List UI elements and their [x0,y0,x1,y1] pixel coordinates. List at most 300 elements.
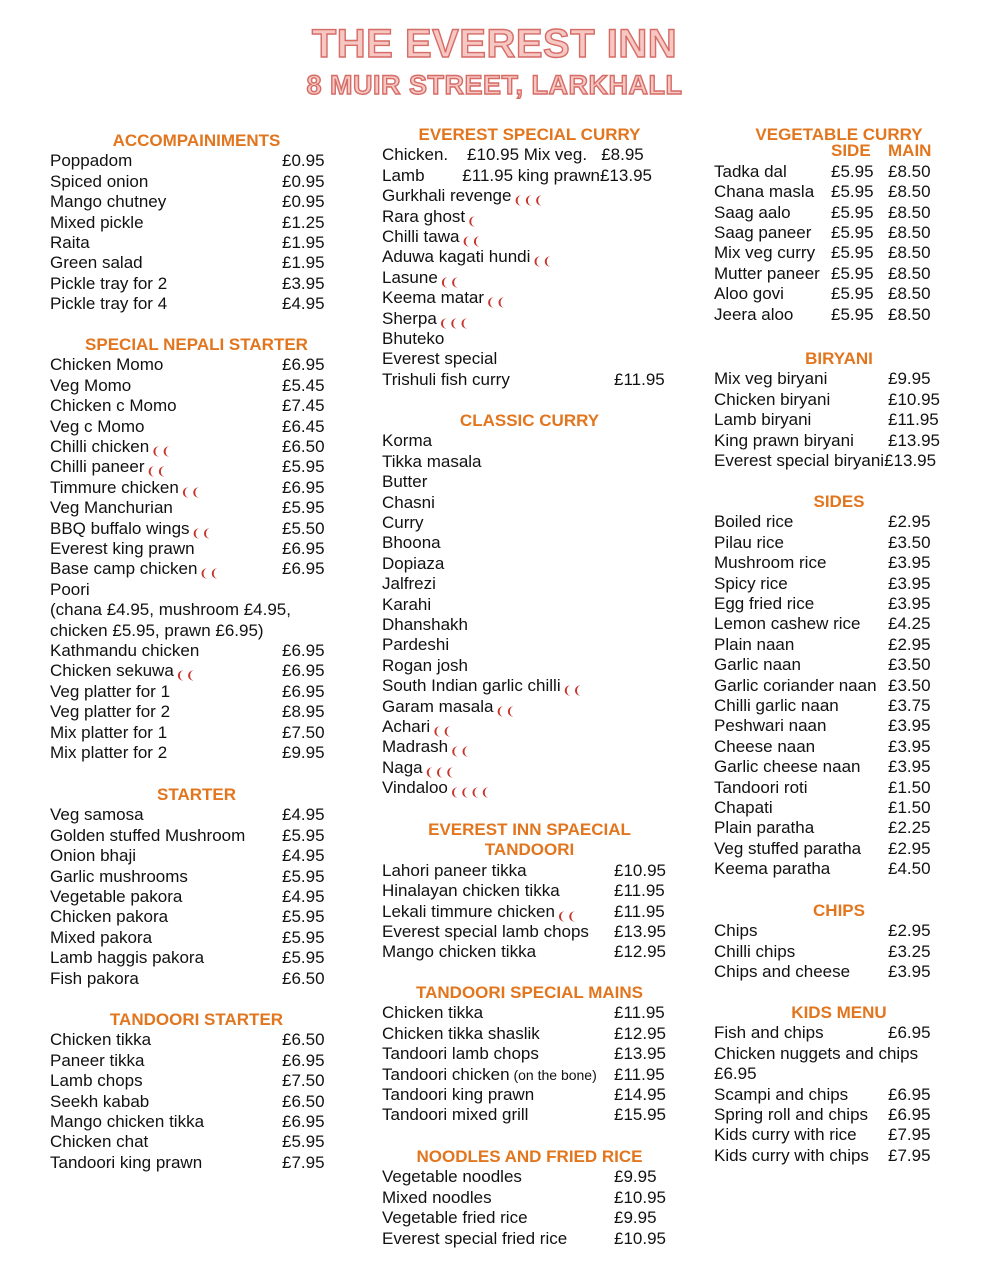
menu-item-name: Tandoori lamb chops [382,1044,539,1064]
menu-item-price: £6.45 [282,416,325,436]
menu-item-name: Chilli garlic naan [714,696,839,715]
menu-item [50,1132,343,1152]
menu-item-price-main: £8.50 [888,161,931,181]
menu-item-price: £6.50 [282,1030,325,1050]
menu-item [714,162,964,182]
menu-item-name: Chips [714,921,758,941]
menu-item-name: chicken £5.95, prawn £6.95) [50,620,264,640]
menu-item-price: £5.95 [282,866,325,886]
menu-item [50,661,343,681]
menu-item-price: £6.50 [282,968,325,988]
menu-item-price: £7.95 [282,1152,325,1172]
section-title: KIDS MENU [791,1003,887,1022]
section-title: TANDOORI SPECIAL MAINS [416,983,643,1002]
menu-item-price: £11.95 [614,1003,665,1023]
menu-item-price: £13.95 [614,922,666,941]
chili-pepper-icon: ❨ ❨ [450,746,469,759]
menu-item [714,223,964,243]
menu-item-name: Naga ❨ ❨ ❨ [382,757,454,779]
menu-item-name: Pickle tray for 2 [50,273,168,293]
menu-item-price: £7.95 [888,1145,931,1165]
menu-item-name: Mango chutney [50,192,167,212]
menu-item-price: £8.95 [282,702,325,722]
menu-item-price: £3.95 [888,594,931,613]
menu-item-price-main: £8.50 [888,182,931,202]
menu-item [50,846,343,866]
menu-item-price: £1.95 [282,253,325,273]
menu-item-price: £11.95 [614,1064,665,1084]
menu-item [50,743,343,763]
menu-item-price: £12.95 [614,1023,666,1043]
menu-item-name: Spicy rice [714,573,788,593]
section-title: STARTER [156,785,236,804]
menu-item-price: £11.95 [888,410,939,430]
chili-pepper-icon: ❨ ❨ [562,685,582,698]
menu-item-name: Chicken pakora [50,907,169,927]
menu-item-price-main: £8.50 [888,202,931,222]
menu-item-name: Garlic mushrooms [50,866,188,886]
menu-item [382,861,677,881]
menu-item [714,1023,964,1043]
menu-item [50,948,343,968]
menu-item-name: Chilli tawa ❨ ❨ [382,227,480,248]
menu-item [714,859,964,879]
menu-item [714,182,964,202]
menu-item [382,615,677,635]
menu-item [50,274,343,294]
menu-item-name: Mutter paneer [714,263,820,283]
menu-item-name: Achari ❨ ❨ [382,717,451,738]
menu-item-name: Veg Momo [50,375,132,395]
menu-item [382,186,677,206]
menu-item-name: Aloo govi [714,284,784,304]
menu-item [382,268,677,288]
menu-item-price: £11.95 [614,369,665,389]
menu-item-name: Poppadom [50,151,133,171]
menu-item-name: Lamb chops [50,1071,143,1091]
menu-item-price: £7.95 [888,1125,931,1145]
menu-item-price: £0.95 [282,171,325,191]
menu-item [382,370,677,390]
menu-item-price: £1.95 [282,233,325,252]
menu-item-name: Garam masala ❨ ❨ [382,696,514,718]
menu-item [382,778,677,798]
menu-item-price: £7.50 [282,722,325,742]
menu-item-price-main: £8.50 [888,284,931,304]
menu-item-name: Chilli paneer ❨ ❨ [50,457,165,479]
menu-item [714,574,964,594]
menu-item-name: Lahori paneer tikka [382,860,527,880]
menu-item-price-main: £8.50 [888,304,931,324]
menu-item-name: Bhoona [382,533,441,553]
menu-item [50,172,343,192]
menu-item-name: Veg Manchurian [50,498,173,518]
column-header-side: SIDE [831,141,871,161]
menu-item-price: £14.95 [614,1085,666,1104]
menu-item-name: Fish pakora [50,968,139,988]
menu-item [714,1044,964,1064]
menu-item-name: Chicken nuggets and chips [714,1043,919,1063]
menu-item-name: Tandoori roti [714,777,808,797]
menu-item-name: Lamb haggis pakora [50,948,205,968]
chili-pepper-icon: ❨ ❨ [175,670,195,683]
chili-pepper-icon: ❨ ❨ [180,486,200,499]
menu-item-price-main: £8.50 [888,223,931,242]
menu-item-name: Chilli chicken ❨ ❨ [50,437,170,458]
menu-item [382,513,677,533]
menu-item-name: Vindaloo ❨ ❨ ❨ ❨ [382,778,489,800]
menu-item-name: Chicken Momo [50,355,164,375]
menu-item-price: £2.95 [888,634,931,654]
menu-item [382,431,677,451]
menu-item-name: Lekali timmure chicken ❨ ❨ [382,901,576,923]
menu-item-name: Spring roll and chips [714,1105,869,1124]
menu-item-name: Saag paneer [714,223,812,242]
menu-item-name: Tadka dal [714,161,787,181]
menu-item-name: Mix platter for 2 [50,743,168,762]
menu-item [382,554,677,574]
menu-item-name: Garlic coriander naan [714,675,877,695]
menu-item-price: £9.95 [614,1167,657,1187]
menu-item [50,1112,343,1132]
menu-item [382,635,677,655]
menu-item [714,778,964,798]
menu-item-price: £4.95 [282,846,325,866]
menu-item-price: £6.95 [888,1023,931,1043]
menu-item [714,635,964,655]
menu-item-name: Tandoori mixed grill [382,1105,529,1125]
menu-item [382,1105,677,1125]
menu-item-name: Veg samosa [50,805,144,825]
menu-item-name: Chips and cheese [714,962,851,982]
menu-item-name: Gurkhali revenge ❨ ❨ ❨ [382,186,543,208]
menu-item [714,451,964,471]
menu-item-name: Mixed pakora [50,927,153,947]
menu-item [50,457,343,477]
menu-item [714,818,964,838]
menu-item-name: Veg platter for 1 [50,681,171,701]
menu-item-name: Mixed noodles [382,1187,492,1207]
menu-item-name: Cheese naan [714,736,816,756]
section-title: SPECIAL NEPALI STARTER [85,335,308,354]
menu-item [50,1051,343,1071]
chili-pepper-icon: ❨ ❨ [439,276,459,289]
menu-item-price: £5.95 [831,223,874,242]
section-title: VEGETABLE CURRY [755,125,923,144]
menu-item-name: Veg stuffed paratha [714,838,862,858]
menu-item-name: Plain paratha [714,818,815,838]
section-title: EVEREST INN SPAECIAL TANDOORI [428,820,631,860]
menu-item [382,472,677,492]
menu-item-name: Pilau rice [714,532,784,552]
menu-item-price: £9.95 [888,369,931,389]
menu-item-name: Chicken. £10.95 Mix veg. £8.95 [382,145,644,165]
menu-item [382,227,677,247]
menu-item-price: £4.95 [282,887,325,906]
menu-item [382,1167,677,1187]
menu-item [714,798,964,818]
menu-item-name: Kids curry with chips [714,1145,869,1165]
menu-item-price: £3.95 [282,273,325,293]
menu-item [50,1092,343,1112]
chili-pepper-icon: ❨ ❨ [486,297,505,310]
menu-item-name: Pickle tray for 4 [50,294,168,314]
chili-pepper-icon: ❨ ❨ [495,705,514,718]
menu-item [382,533,677,553]
chili-pepper-icon: ❨ ❨ [432,726,451,738]
menu-item-name: Poori [50,579,90,599]
menu-item-name: Mushroom rice [714,553,827,573]
menu-item-price: £5.45 [282,375,325,395]
menu-item-price: £5.95 [831,284,874,304]
menu-item [714,614,964,634]
menu-item [382,1188,677,1208]
menu-item-price: £5.95 [831,304,874,324]
menu-item-name: Seekh kabab [50,1091,150,1111]
section-title: CLASSIC CURRY [459,411,600,430]
menu-item-name: Everest special [382,349,498,369]
menu-item-price: £5.95 [282,498,325,518]
menu-item-name: Fish and chips [714,1023,824,1043]
menu-item [382,166,677,186]
menu-item-price: £6.95 [282,1050,325,1070]
menu-item [50,580,343,600]
chili-pepper-icon: ❨ ❨ [191,527,211,540]
menu-item-name: Hinalayan chicken tikka [382,881,560,901]
menu-item-name: Saag aalo [714,202,791,222]
menu-item-name: Aduwa kagati hundi ❨ ❨ [382,247,551,269]
section-title: SIDES [813,492,865,511]
menu-item-name: Chana masla [714,182,815,202]
menu-item [50,376,343,396]
menu-item [50,805,343,825]
menu-item [382,942,677,962]
menu-item-price: £5.50 [282,518,325,538]
menu-item-price: £6.95 [282,641,325,660]
menu-item-price: £6.95 [282,477,325,497]
menu-item [714,369,964,389]
menu-item-name: Mixed pickle [50,212,144,232]
chili-pepper-icon: ❨ ❨ [532,256,551,269]
menu-item-name: Mango chicken tikka [50,1112,205,1131]
menu-item-name: Golden stuffed Mushroom [50,825,246,845]
chili-pepper-icon: ❨ ❨ [146,466,165,479]
menu-item-price: £6.95 [888,1105,931,1124]
menu-item [714,553,964,573]
menu-item-name: Raita [50,233,90,252]
menu-item-price: £1.50 [888,777,931,797]
menu-item [50,907,343,927]
chili-pepper-icon: ❨ ❨ [199,568,218,581]
menu-item-name: Tandoori king prawn [382,1085,535,1104]
menu-item-name: Egg fried rice [714,594,815,613]
menu-item-price: £6.95 [282,661,325,681]
menu-item-price: £10.95 [614,860,666,880]
section-title: CHIPS [813,901,865,920]
menu-item [50,600,343,620]
section-title: BIRYANI [805,349,873,368]
menu-item [50,1071,343,1091]
menu-item-name: Trishuli fish curry [382,369,510,389]
menu-item-price: £5.95 [282,907,325,927]
chili-pepper-icon: ❨ ❨ [556,910,576,923]
menu-item [382,1065,677,1085]
menu-item-name: Rogan josh [382,655,469,675]
menu-item [50,826,343,846]
menu-item-name: Tandoori chicken (on the bone) [382,1064,597,1084]
menu-item-price: £12.95 [614,942,666,962]
menu-item-name: Everest special biryani£13.95 [714,451,937,470]
menu-item-price: £3.50 [888,532,931,552]
menu-item [382,349,677,369]
menu-item [714,390,964,410]
column-header-main: MAIN [888,141,932,161]
menu-item [382,737,677,757]
menu-item-name: Dhanshakh [382,615,469,634]
menu-item [714,1085,964,1105]
menu-item-price: £5.95 [831,263,874,283]
menu-item [382,145,677,165]
menu-item-name: Mix platter for 1 [50,722,168,742]
restaurant-address: 8 MUIR STREET, LARKHALL [306,70,683,100]
restaurant-name: THE EVEREST INN [311,22,678,66]
menu-item-price: £3.25 [888,941,931,961]
menu-item [714,305,964,325]
menu-item-price: £6.50 [282,437,325,456]
menu-item-name: Chicken tikka [382,1003,484,1023]
menu-item [50,641,343,661]
menu-item-price: £7.50 [282,1071,325,1091]
menu-item [50,233,343,253]
menu-item [714,962,964,982]
menu-item [714,1125,964,1145]
menu-item-price: £5.95 [282,927,325,947]
menu-item [50,498,343,518]
menu-item-name: Spiced onion [50,171,149,191]
menu-item-price: £3.95 [888,757,931,777]
menu-item-name: Lemon cashew rice [714,614,861,634]
menu-item-name: Jeera aloo [714,304,794,324]
menu-item [714,942,964,962]
menu-item-price: £5.95 [831,202,874,222]
menu-item-name: Curry [382,513,424,532]
menu-item-name: Chicken sekuwa ❨ ❨ [50,661,195,683]
menu-item-name: Chicken c Momo [50,396,177,416]
menu-item-price: £5.95 [282,825,325,845]
menu-item-price: £0.95 [282,192,325,212]
menu-item-note: (on the bone) [509,1066,597,1083]
menu-item-price: £2.95 [888,838,931,858]
menu-item-name: Lamb £11.95 king prawn£13.95 [382,165,652,185]
menu-item [50,969,343,989]
menu-item [382,656,677,676]
menu-item-price: £3.95 [888,573,931,593]
menu-item [382,493,677,513]
chili-pepper-icon: ❨ [467,215,476,228]
menu-item-name: Keema matar ❨ ❨ [382,288,505,310]
menu-item-name: Jalfrezi [382,574,436,594]
menu-item-name: Garlic naan [714,655,801,675]
menu-item-price: £5.95 [831,243,874,263]
menu-item-price: £4.95 [282,805,325,825]
menu-item-name: Green salad [50,253,143,273]
menu-item [50,417,343,437]
menu-item-price: £9.95 [614,1208,657,1228]
menu-item [50,355,343,375]
menu-item-name: Everest special fried rice [382,1228,568,1248]
menu-item [382,288,677,308]
menu-item-name: Vegetable noodles [382,1167,522,1187]
menu-item-price: £5.95 [282,1132,325,1152]
menu-item-name: Tandoori king prawn [50,1152,203,1172]
section-title: TANDOORI STARTER [109,1010,284,1029]
menu-item-price: £3.95 [888,736,931,756]
menu-item-name: Tikka masala [382,451,482,471]
menu-item-name: Sherpa ❨ ❨ ❨ [382,308,468,330]
menu-item-name: Mix veg curry [714,243,816,263]
menu-item-name: £6.95 [714,1064,757,1084]
menu-item-price: £3.95 [888,962,931,982]
menu-item-name: Chicken tikka [50,1030,152,1050]
menu-item-name: King prawn biryani [714,430,854,450]
menu-item-price: £11.95 [614,901,665,921]
menu-item-name: Pardeshi [382,635,450,655]
menu-item [382,1044,677,1064]
chili-pepper-icon: ❨ ❨ [461,236,480,248]
menu-item [714,203,964,223]
menu-item [382,717,677,737]
chili-pepper-icon: ❨ ❨ ❨ [424,766,454,779]
menu-item-name: Bhuteko [382,329,445,348]
menu-item-name: Base camp chicken ❨ ❨ [50,559,218,581]
menu-item [50,192,343,212]
menu-item-price-main: £8.50 [888,243,931,263]
menu-item-name: Rara ghost ❨ [382,206,476,228]
menu-item-name: BBQ buffalo wings ❨ ❨ [50,518,211,540]
menu-item-price: £11.95 [614,881,665,901]
menu-item [382,1208,677,1228]
menu-item-name: Mix veg biryani [714,369,828,389]
menu-item [714,284,964,304]
menu-item-price: £2.95 [888,921,931,941]
menu-item-price: £3.75 [888,696,931,715]
menu-item [50,928,343,948]
menu-item-name: Keema paratha [714,859,831,879]
menu-item-price: £6.95 [282,681,325,701]
menu-item [714,1146,964,1166]
menu-item-name: Chapati [714,798,773,817]
menu-item [50,151,343,171]
menu-item [714,676,964,696]
menu-item [382,247,677,267]
menu-item-name: Garlic cheese naan [714,757,861,777]
chili-pepper-icon: ❨ ❨ ❨ [513,195,543,208]
menu-item [714,1105,964,1125]
menu-item [382,1024,677,1044]
menu-item [382,881,677,901]
menu-item [382,922,677,942]
menu-item [50,1030,343,1050]
menu-item [50,887,343,907]
menu-item-price: £5.95 [831,161,874,181]
chili-pepper-icon: ❨ ❨ ❨ [438,317,468,330]
menu-item-price: £4.50 [888,859,931,879]
menu-item [50,867,343,887]
menu-item-price: £10.95 [888,389,940,409]
menu-item-price: £5.95 [282,948,325,968]
menu-item [714,594,964,614]
menu-item [50,478,343,498]
